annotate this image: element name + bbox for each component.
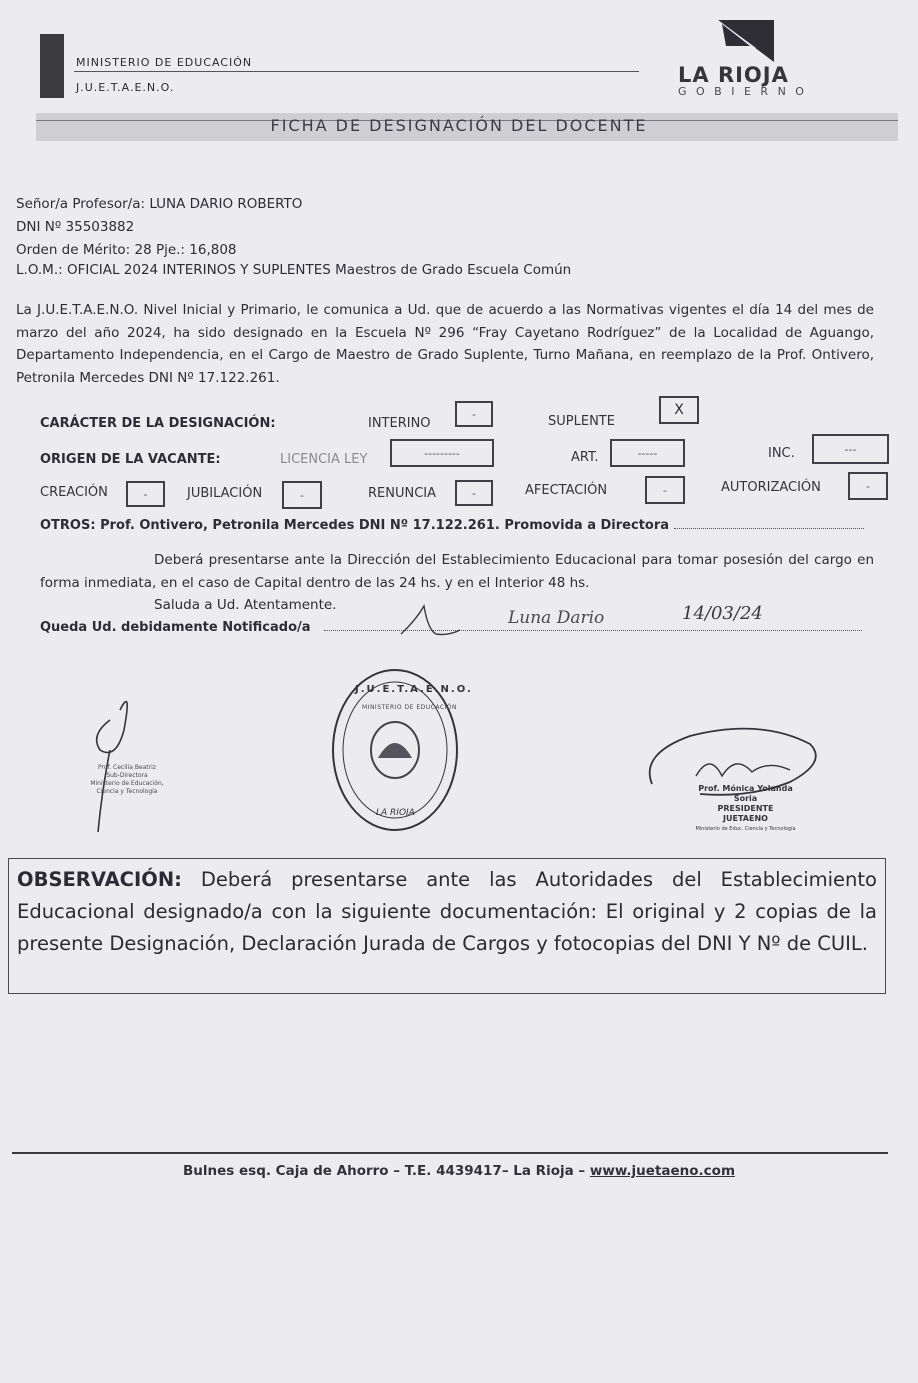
footer-website-link[interactable]: www.juetaeno.com [589, 1163, 736, 1179]
agency-name: J.U.E.T.A.E.N.O. [76, 81, 175, 94]
afectacion-checkbox[interactable]: - [645, 476, 685, 504]
ministry-name: MINISTERIO DE EDUCACIÓN [76, 56, 253, 69]
licencia-label: LICENCIA LEY [280, 452, 368, 467]
jubilacion-label: JUBILACIÓN [187, 486, 263, 501]
otros-dots [674, 528, 864, 529]
creacion-label: CREACIÓN [40, 485, 108, 500]
left-stamp-line2: Sub-Directora [106, 772, 148, 779]
inc-field[interactable]: --- [812, 434, 889, 464]
merit-order: Orden de Mérito: 28 Pje.: 16,808 [16, 242, 237, 258]
otros-text: OTROS: Prof. Ontivero, Petronila Mercedes DNI Nº 17.122.261. Promovida a Directora [40, 518, 670, 533]
creacion-checkbox[interactable]: - [126, 481, 165, 507]
jubilacion-checkbox[interactable]: - [282, 481, 322, 509]
otros-line [40, 518, 865, 533]
art-field[interactable]: ----- [610, 439, 685, 467]
interino-label: INTERINO [368, 416, 431, 431]
observation-text: Deberá presentarse ante las Autoridades del Establecimiento Educacional designado/a con la siguiente documentación: El original y 2 copias de la presente Designación, Declaración Jurada de Cargos y fotocopias del DNI Y Nº de CUIL. [17, 868, 877, 955]
footer-divider [12, 1152, 888, 1154]
licencia-field[interactable]: --------- [390, 439, 494, 467]
header-bar [40, 34, 64, 98]
right-stamp-role: PRESIDENTE [717, 804, 774, 813]
footer [0, 1163, 918, 1179]
teacher-dni: DNI Nº 35503882 [16, 219, 135, 235]
observation-box [8, 858, 886, 994]
notified-signature: Luna Dario [508, 608, 605, 628]
left-stamp [82, 764, 172, 796]
right-stamp-org: JUETAENO [723, 814, 768, 823]
art-label: ART. [571, 450, 599, 465]
right-stamp-name: Prof. Mónica Yolanda Soria [698, 784, 793, 803]
salutation: Saluda a Ud. Atentamente. [154, 597, 337, 613]
interino-checkbox[interactable]: - [455, 401, 493, 427]
afectacion-label: AFECTACIÓN [525, 483, 608, 498]
footer-address: Bulnes esq. Caja de Ahorro – T.E. 4439417– La Rioja – [182, 1163, 590, 1179]
character-label: CARÁCTER DE LA DESIGNACIÓN: [40, 416, 276, 431]
document-title: FICHA DE DESIGNACIÓN DEL DOCENTE [270, 116, 648, 135]
la-rioja-logo-icon [716, 18, 776, 64]
lom-line: L.O.M.: OFICIAL 2024 INTERINOS Y SUPLENTES Maestros de Grado Escuela Común [16, 262, 572, 278]
logo-subtitle: GOBIERNO [678, 85, 814, 98]
seal-bottom-text: LA RIOJA [376, 808, 415, 818]
header-divider [74, 71, 639, 72]
origin-label: ORIGEN DE LA VACANTE: [40, 452, 221, 467]
notified-date: 14/03/24 [682, 603, 763, 624]
inc-label: INC. [768, 446, 795, 461]
teacher-name: Señor/a Profesor/a: LUNA DARIO ROBERTO [16, 196, 303, 212]
autorizacion-label: AUTORIZACIÓN [721, 480, 821, 495]
notified-label: Queda Ud. debidamente Notificado/a [40, 620, 311, 635]
renuncia-checkbox[interactable]: - [455, 480, 493, 506]
renuncia-label: RENUNCIA [368, 486, 437, 501]
instructions-paragraph: Deberá presentarse ante la Dirección del Establecimiento Educacional para tomar posesión del cargo en forma inmediata, en el caso de Capital dentro de las 24 hs. y en el Interior 48 hs. [40, 552, 874, 591]
suplente-label: SUPLENTE [548, 414, 615, 429]
observation-label: OBSERVACIÓN: [17, 868, 182, 891]
notified-signature-mark-icon [396, 600, 466, 640]
right-stamp [688, 784, 803, 834]
left-stamp-line3: Ministerio de Educación, Ciencia y Tecnología [90, 780, 164, 795]
suplente-checkbox[interactable]: X [659, 396, 699, 424]
left-stamp-line1: Prof. Cecilia Beatriz [98, 764, 156, 771]
seal-inner-text: MINISTERIO DE EDUCACIÓN [362, 704, 458, 711]
seal-top-text: J.U.E.T.A.E.N.O. [355, 684, 473, 695]
designation-paragraph: La J.U.E.T.A.E.N.O. Nivel Inicial y Primario, le comunica a Ud. que de acuerdo a las Normativas vigentes el día 14 del mes de marzo del año 2024, ha sido designado en la Escuela Nº 296 “Fray Cayetano Rodríguez” de la Localidad de Aguango, Departamento Independencia, en el Cargo de Maestro de Grado Suplente, Turno Mañana, en reemplazo de la Prof. Ontivero, Petronila Mercedes DNI Nº 17.122.261. [16, 302, 874, 386]
left-signature-icon [80, 690, 160, 835]
logo-title: LA RIOJA [678, 63, 789, 87]
autorizacion-checkbox[interactable]: - [848, 472, 888, 500]
right-stamp-ministry: Ministerio de Educ. Ciencia y Tecnología [695, 826, 796, 832]
